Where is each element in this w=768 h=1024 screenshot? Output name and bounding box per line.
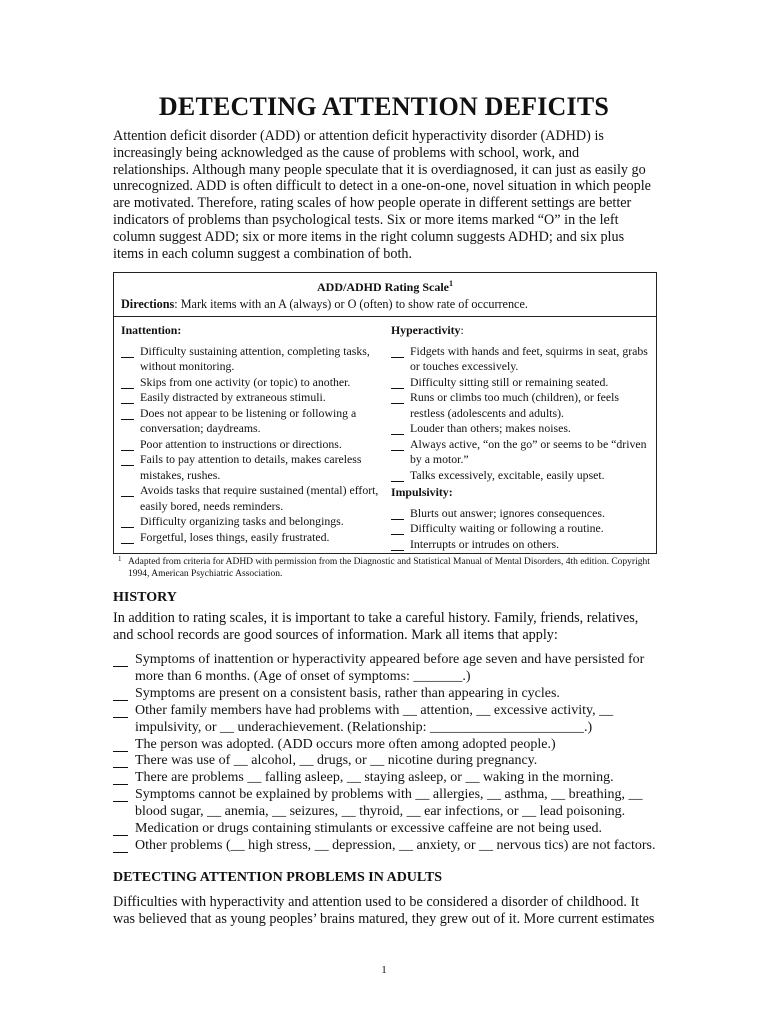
impulsivity-item[interactable]: Blurts out answer; ignores consequences. xyxy=(391,506,649,522)
inattention-item[interactable]: Easily distracted by extraneous stimuli. xyxy=(121,390,379,406)
rating-scale-title xyxy=(114,279,656,295)
inattention-item[interactable]: Poor attention to instructions or directions. xyxy=(121,437,379,453)
page-title: DETECTING ATTENTION DEFICITS xyxy=(158,92,610,121)
history-intro: In addition to rating scales, it is important to take a careful history. Family, friends, relatives, and school records are good sources of information. Mark all items that apply: xyxy=(113,610,639,643)
inattention-item[interactable]: Difficulty sustaining attention, completing tasks, without monitoring. xyxy=(121,344,379,375)
footnote-number: 1 xyxy=(118,555,122,563)
history-item[interactable]: Symptoms are present on a consistent basis, rather than appearing in cycles. xyxy=(113,686,658,703)
inattention-item[interactable]: Does not appear to be listening or following a conversation; daydreams. xyxy=(121,406,379,437)
inattention-item[interactable]: Skips from one activity (or topic) to another. xyxy=(121,375,379,391)
inattention-item[interactable]: Fails to pay attention to details, makes careless mistakes, rushes. xyxy=(121,452,379,483)
inattention-item[interactable]: Avoids tasks that require sustained (mental) effort, easily bored, needs reminders. xyxy=(121,483,379,514)
directions-label: Directions xyxy=(121,297,175,311)
hyperactivity-item[interactable]: Difficulty sitting still or remaining seated. xyxy=(391,375,649,391)
hyperactivity-item[interactable]: Louder than others; makes noises. xyxy=(391,421,649,437)
inattention-heading: Inattention: xyxy=(121,323,182,337)
history-item[interactable]: Symptoms cannot be explained by problems with __ allergies, __ asthma, __ breathing, __ blood sugar, __ anemia, __ seizures, __ thyroid, __ ear infections, or __ lead poisoning. xyxy=(113,787,658,821)
history-heading: HISTORY xyxy=(113,590,177,605)
history-item[interactable]: Medication or drugs containing stimulants or excessive caffeine are not being used. xyxy=(113,821,658,838)
rating-scale-title-text: ADD/ADHD Rating Scale xyxy=(317,280,449,294)
footnote xyxy=(118,555,661,580)
hyperactivity-item[interactable]: Runs or climbs too much (children), or feels restless (adolescents and adults). xyxy=(391,390,649,421)
impulsivity-item[interactable]: Difficulty waiting or following a routine. xyxy=(391,521,649,537)
hyperactivity-item[interactable]: Fidgets with hands and feet, squirms in seat, grabs or touches excessively. xyxy=(391,344,649,375)
hyperactivity-column xyxy=(391,323,649,552)
adults-paragraph: Difficulties with hyperactivity and attention used to be considered a disorder of childhood. It was believed that as young peoples’ brains matured, they grew out of it. More current estimates xyxy=(113,894,655,927)
history-item[interactable]: The person was adopted. (ADD occurs more often among adopted people.) xyxy=(113,737,658,754)
inattention-column xyxy=(121,323,379,545)
intro-paragraph: Attention deficit disorder (ADD) or attention deficit hyperactivity disorder (ADHD) is increasingly being acknowledged as the cause of problems with school, work, and relationships. Although many people speculate that it is overdiagnosed, it can just as easily go unrecognized. ADD is often difficult to detect in a one-on-one, novel situation in which people are motivated. Therefore, rating scales of how people operate in different settings are better indicators of problems than psychological tests. Six or more items marked “O” in the left column suggest ADD; six or more items in the right column suggests ADHD; and six plus items in each column suggest a combination of both. xyxy=(113,128,651,262)
history-item[interactable]: There are problems __ falling asleep, __ staying asleep, or __ waking in the morning. xyxy=(113,770,658,787)
footnote-text: Adapted from criteria for ADHD with permission from the Diagnostic and Statistical Manual of Mental Disorders, 4th edition. Copyright 1994, American Psychiatric Association. xyxy=(128,557,650,579)
page-number: 1 xyxy=(381,964,387,976)
hyperactivity-item[interactable]: Always active, “on the go” or seems to be “driven by a motor.” xyxy=(391,437,649,468)
history-checklist xyxy=(113,652,658,855)
hyperactivity-heading-colon: : xyxy=(460,323,464,337)
hyperactivity-heading-text: Hyperactivity xyxy=(391,323,461,337)
inattention-item[interactable]: Difficulty organizing tasks and belongings. xyxy=(121,514,379,530)
history-item[interactable]: There was use of __ alcohol, __ drugs, or __ nicotine during pregnancy. xyxy=(113,753,658,770)
history-item[interactable]: Symptoms of inattention or hyperactivity appeared before age seven and have persisted for more than 6 months. (Age of onset of symptoms: _______.) xyxy=(113,652,658,686)
footnote-marker: 1 xyxy=(449,279,453,288)
history-item[interactable]: Other family members have had problems with __ attention, __ excessive activity, __ impulsivity, or __ underachievement. (Relationship: ______________________.) xyxy=(113,703,658,737)
directions-text: : Mark items with an A (always) or O (often) to show rate of occurrence. xyxy=(174,297,528,311)
impulsivity-item[interactable]: Interrupts or intrudes on others. xyxy=(391,537,649,553)
hyperactivity-heading xyxy=(391,323,649,339)
impulsivity-heading: Impulsivity: xyxy=(391,485,453,499)
adults-heading: DETECTING ATTENTION PROBLEMS IN ADULTS xyxy=(113,870,443,885)
rating-scale-box xyxy=(113,272,657,554)
directions xyxy=(121,297,528,312)
box-divider xyxy=(114,316,656,317)
hyperactivity-item[interactable]: Talks excessively, excitable, easily upset. xyxy=(391,468,649,484)
inattention-item[interactable]: Forgetful, loses things, easily frustrated. xyxy=(121,530,379,546)
history-item[interactable]: Other problems (__ high stress, __ depression, __ anxiety, or __ nervous tics) are not factors. xyxy=(113,838,658,855)
